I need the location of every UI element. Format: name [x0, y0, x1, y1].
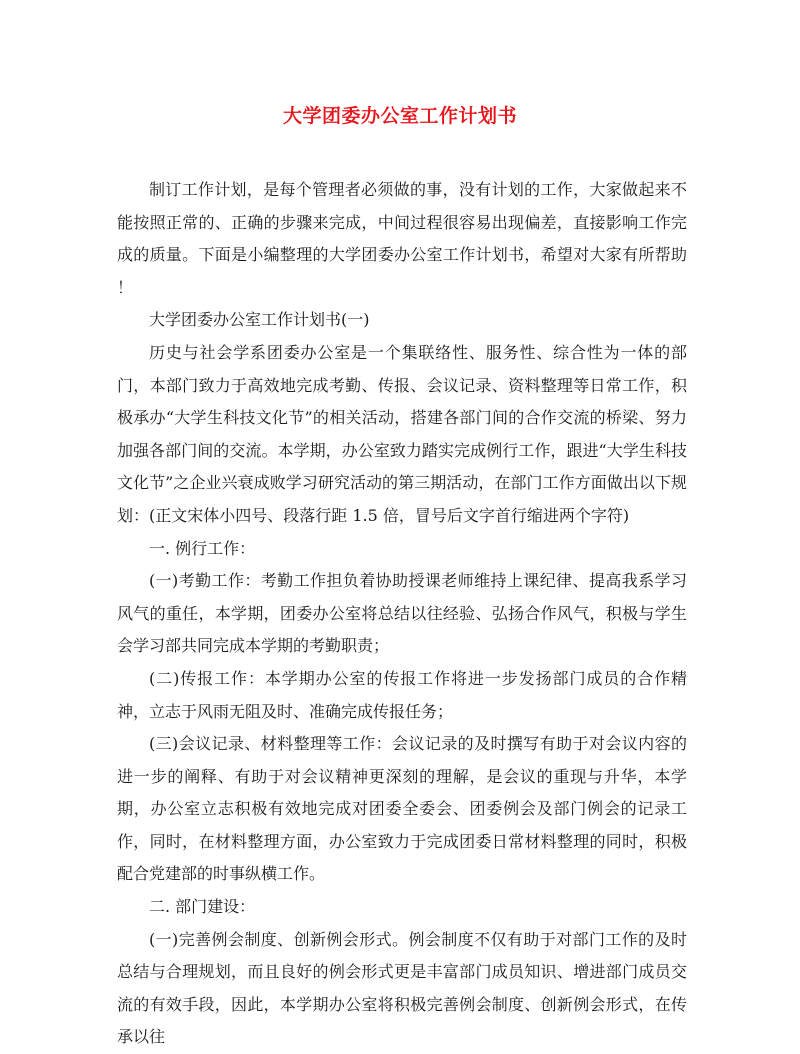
- section-heading-department-building: 二. 部门建设：: [149, 897, 256, 917]
- paragraph-intro: 制订工作计划，是每个管理者必须做的事，没有计划的工作，大家做起来不能按照正常的、正确的步骤来完成，中间过程很容易出现偏差，直接影响工作完成的质量。下面是小编整理的大学团委办公室工作计划书，希望对大家有所帮助 ！: [117, 180, 687, 297]
- section-heading-routine-work: 一. 例行工作：: [149, 538, 256, 558]
- document-body: [117, 174, 687, 1054]
- paragraph-department-overview: 历史与社会学系团委办公室是一个集联络性、服务性、综合性为一体的部门，本部门致力于高效地完成考勤、传报、会议记录、资料整理等日常工作，积极承办“大学生科技文化节”的相关活动，搭建各部门间的合作交流的桥梁、努力加强各部门间的交流。本学期，办公室致力踏实完成例行工作，跟进“大学生科技文化节”之企业兴衰成败学习研究活动的第三期活动，在部门工作方面做出以下规划：(正文宋体小四号、段落行距 1.5 倍，冒号后文字首行缩进两个字符): [117, 342, 687, 525]
- paragraph-meeting-records: (三)会议记录、材料整理等工作：会议记录的及时撰写有助于对会议内容的进一步的阐释、有助于对会议精神更深刻的理解，是会议的重现与升华，本学期，办公室立志积极有效地完成对团委全委会、团委例会及部门例会的记录工作，同时，在材料整理方面，办公室致力于完成团委日常材料整理的同时，积极配合党建部的时事纵横工作。: [117, 734, 687, 884]
- paragraph-meeting-system: (一)完善例会制度、创新例会形式。例会制度不仅有助于对部门工作的及时总结与合理规划，而且良好的例会形式更是丰富部门成员知识、增进部门成员交流的有效手段，因此，本学期办公室将积极完善例会制度、创新例会形式，在传承以往: [117, 929, 687, 1047]
- paragraph-communication-work: (二)传报工作：本学期办公室的传报工作将进一步发扬部门成员的合作精神，立志于风雨无阻及时、准确完成传报任务；: [117, 668, 687, 721]
- document-title: 大学团委办公室工作计划书: [282, 105, 517, 127]
- paragraph-attendance-work: (一)考勤工作：考勤工作担负着协助授课老师维持上课纪律、提高我系学习风气的重任，本学期，团委办公室将总结以往经验、弘扬合作风气，积极与学生会学习部共同完成本学期的考勤职责；: [117, 571, 687, 656]
- section-heading-plan-one: 大学团委办公室工作计划书(一): [149, 310, 370, 330]
